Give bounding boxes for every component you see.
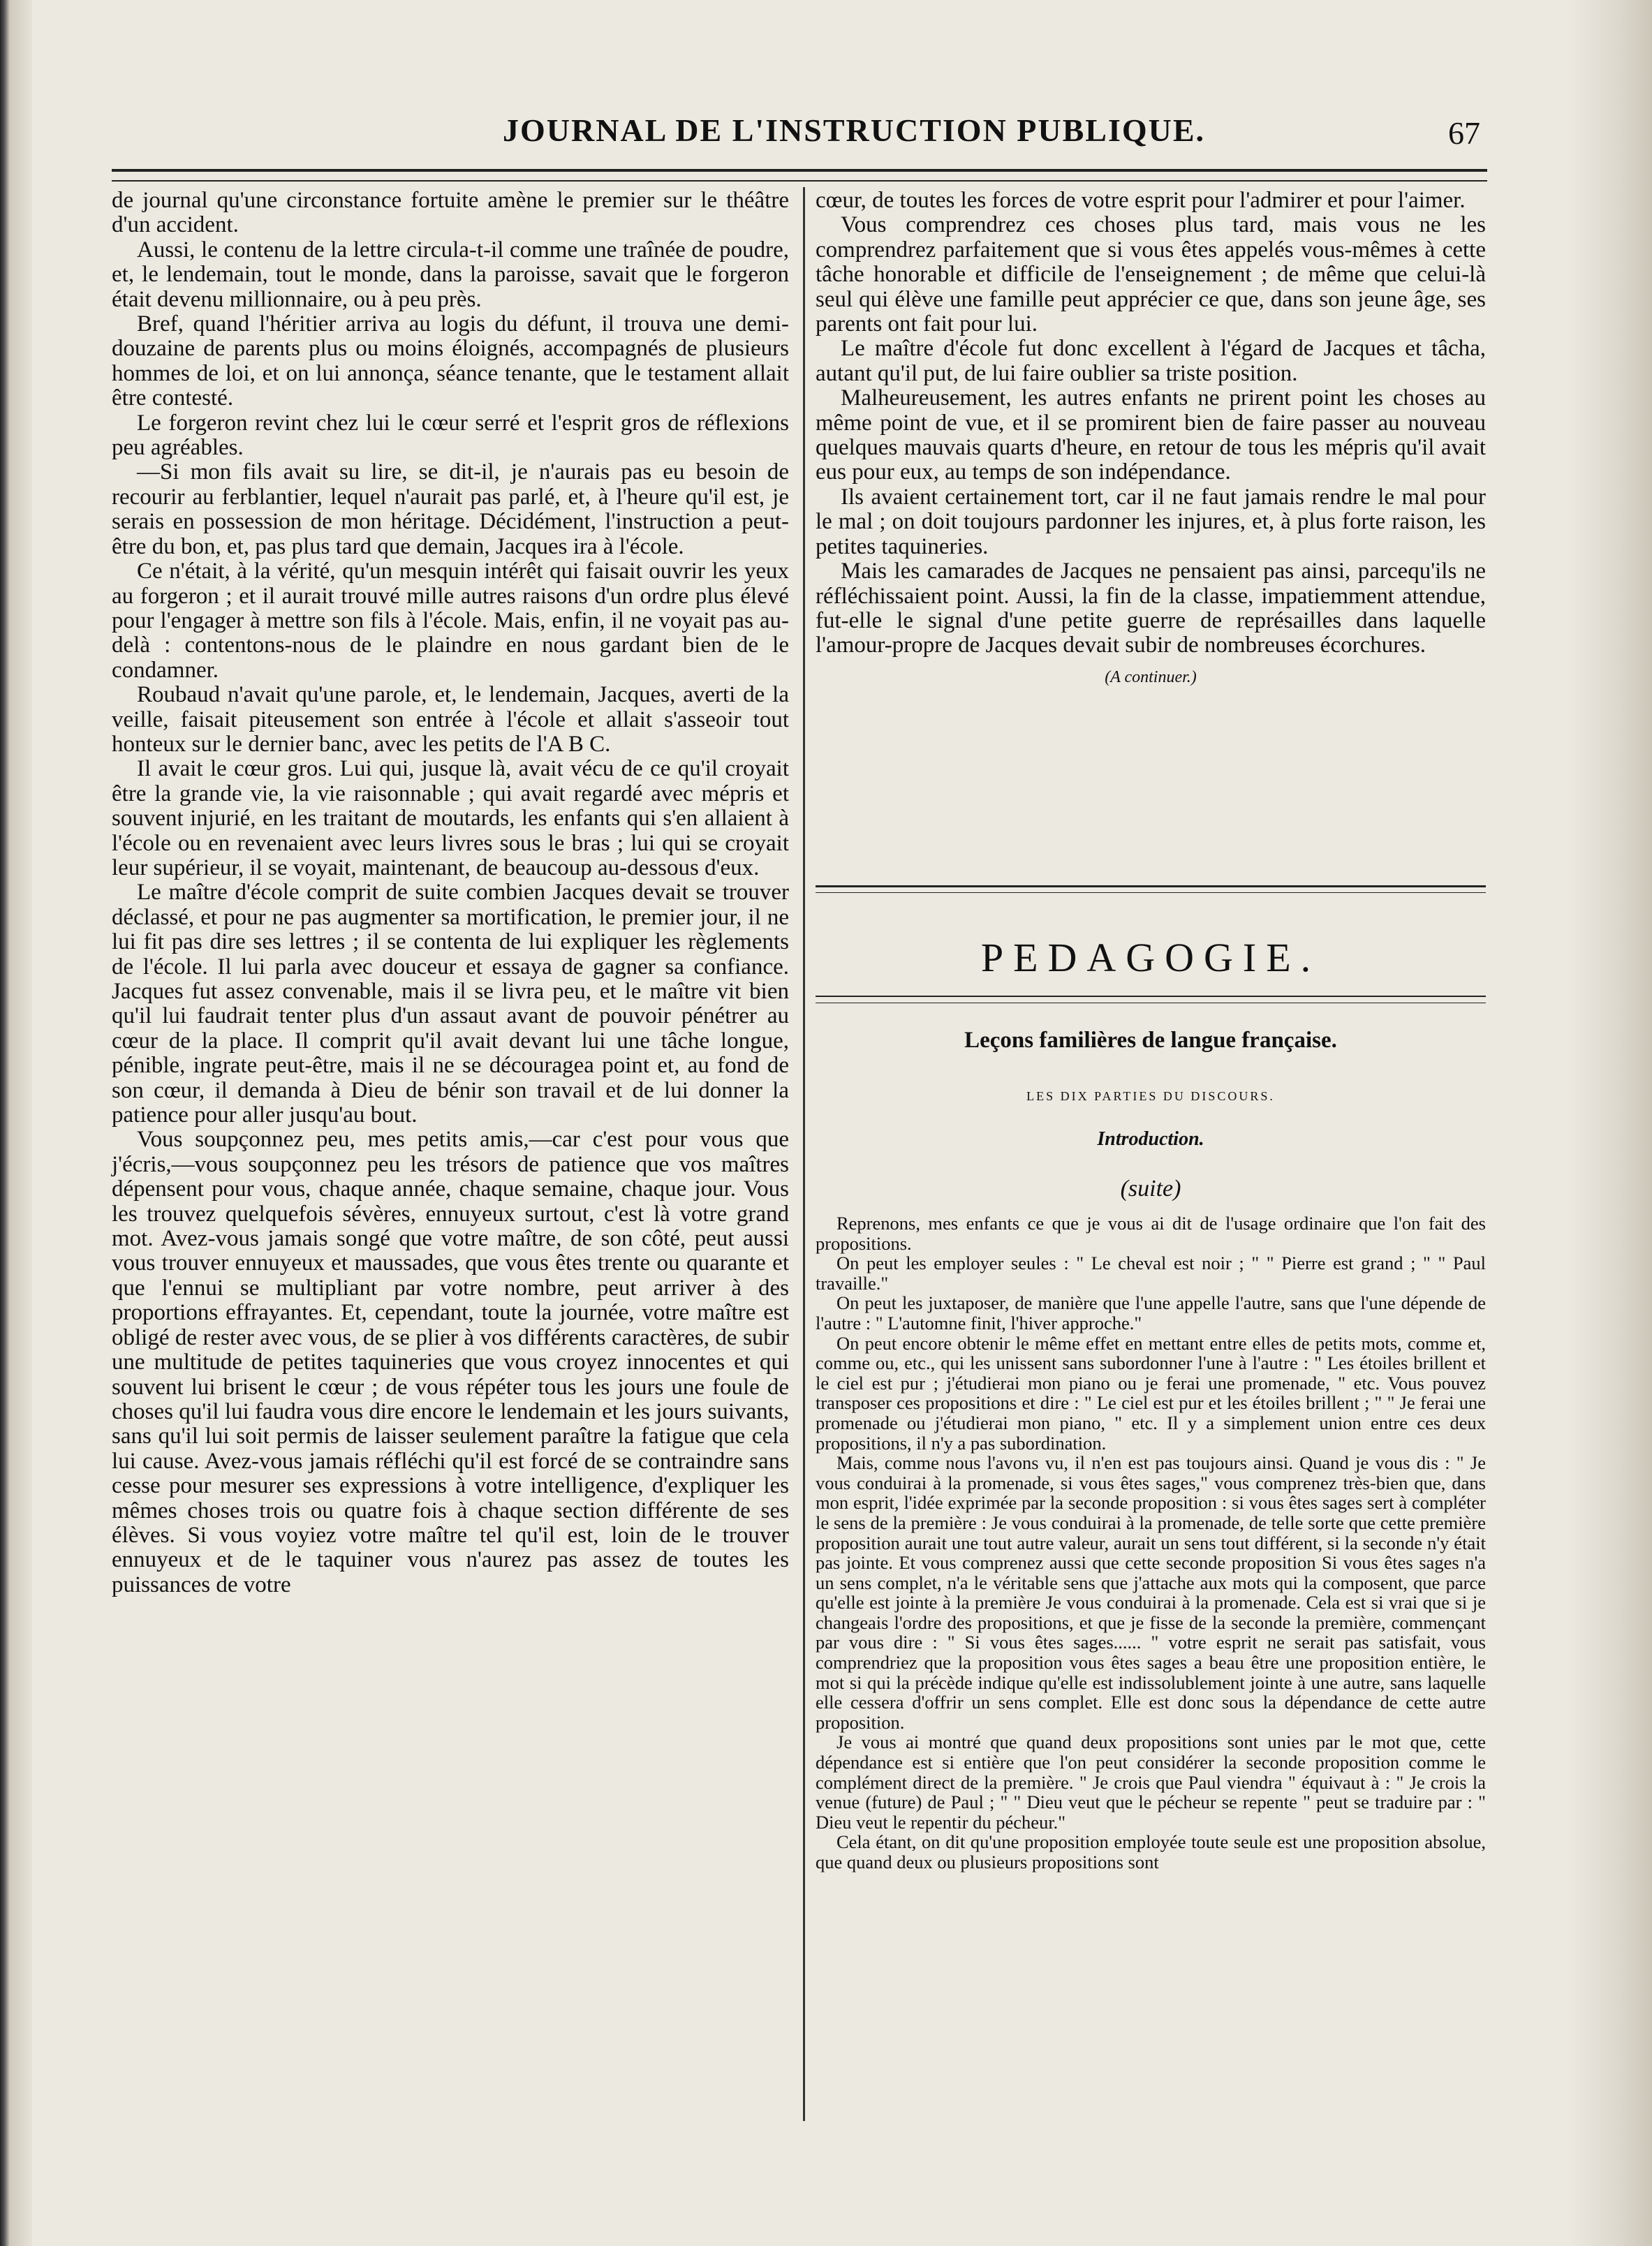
paragraph: Vous comprendrez ces choses plus tard, mais vous ne les comprendrez parfaitement que si vous êtes appelés vous-mêmes à cette tâche honorable et difficile de l'enseignement ; de même que celui-là seul qui élève une famille peut apprécier ce que, dans son jeune âge, ses parents ont fait pour lui. — [816, 212, 1486, 337]
paragraph: Il avait le cœur gros. Lui qui, jusque là, avait vécu de ce qu'il croyait être la grande vie, la vie raisonnable ; qui avait regardé avec mépris et souvent injurié, en les traitant de moutards, les enfants qui s'en allaient à l'école ou en revenaient avec leurs livres sous le bras ; lui qui se croyait leur supérieur, il se voyait, maintenant, de beaucoup au-dessous d'eux. — [112, 756, 789, 880]
paragraph: Mais, comme nous l'avons vu, il n'en est pas toujours ainsi. Quand je vous dis : " Je vous conduirai à la promenade, si vous êtes sages," vous comprenez très-bien que, dans mon esprit, l'idée exprimée par la seconde proposition : si vous êtes sages sert à compléter le sens de la première : Je vous conduirai à la promenade, de telle sorte que cette première proposition aurait une tout autre valeur, aurait un sens tout différent, si la seconde n'y était pas jointe. Et vous comprenez aussi que cette seconde proposition Si vous êtes sages n'a un sens complet, n'a le véritable sens que j'attache aux mots qui la composent, que parce qu'elle est jointe à la première Je vous conduirai à la promenade. Cela est si vrai que si je changeais l'ordre des propositions, et que je fisse de la seconde la première, commençant par vous dire : " Si vous êtes sages...... " votre esprit ne serait pas satisfait, vous comprendriez que la proposition vous êtes sages a beau être une proposition entière, le mot si qui la précède indique qu'elle est indissolublement jointe à une autre, sans laquelle elle cessera d'offrir un sens complet. Elle est donc sous la dépendance de cette autre proposition. — [816, 1452, 1486, 1733]
paragraph: Ils avaient certainement tort, car il ne faut jamais rendre le mal pour le mal ; on doit toujours pardonner les injures, et, à plus forte raison, les petites taquineries. — [816, 484, 1486, 559]
paragraph: Vous soupçonnez peu, mes petits amis,—car c'est pour vous que j'écris,—vous soupçonnez peu les trésors de patience que vos maîtres dépensent pour vous, chaque année, chaque semaine, chaque jour. Vous les trouvez quelquefois sévères, ennuyeux surtout, c'est là votre grand mot. Avez-vous jamais songé que votre maître, de son côté, peut aussi vous trouver ennuyeux et maussades, que vous êtes trente ou quarante et que l'ennui se multipliant par votre nombre, peut arriver à des proportions effrayantes. Et, cependant, toute la journée, votre maître est obligé de rester avec vous, de se plier à vos différents caractères, de subir une multitude de petites taquineries que vous croyez innocentes et qui souvent lui brisent le cœur ; de vous répéter tous les jours une foule de choses qu'il lui faudra vous dire encore le lendemain et les jours suivants, sans qu'il lui soit permis de laisser seulement paraître la fatigue que cela lui cause. Avez-vous jamais réfléchi qu'il est forcé de se contraindre sans cesse pour mesurer ses expressions à votre intelligence, d'expliquer les mêmes choses trois ou quatre fois à chaque section différente de ses élèves. Si vous voyiez votre maître tel qu'il est, loin de le trouver ennuyeux et de le taquiner vous n'aurez pas assez de toutes les puissances de votre — [112, 1127, 789, 1597]
paragraph: Malheureusement, les autres enfants ne prirent point les choses au même point de vue, et il se promirent bien de faire passer au nouveau quelques mauvais quarts d'heure, en retour de tous les mépris qu'il avait eus pour eux, au temps de son indépendance. — [816, 385, 1486, 485]
paragraph: Aussi, le contenu de la lettre circula-t-il comme une traînée de poudre, et, le lendemain, tout le monde, dans la paroisse, savait que le forgeron était devenu millionnaire, ou à peu près. — [112, 237, 789, 312]
paragraph: Le maître d'école fut donc excellent à l'égard de Jacques et tâcha, autant qu'il put, de lui faire oublier sa triste position. — [816, 336, 1486, 386]
scan-binding-edge — [0, 0, 32, 2246]
paragraph: cœur, de toutes les forces de votre esprit pour l'admirer et pour l'aimer. — [816, 188, 1466, 213]
paragraph: Reprenons, mes enfants ce que je vous ai dit de l'usage ordinaire que l'on fait des propositions. — [816, 1213, 1486, 1254]
paragraph: Bref, quand l'héritier arriva au logis du défunt, il trouva une demi-douzaine de parents plus ou moins éloignés, accompagnés de plusieurs hommes de loi, et on lui annonça, séance tenante, que le testament allait être contesté. — [112, 311, 789, 411]
header-rule-thin — [112, 180, 1487, 182]
paragraph: Roubaud n'avait qu'une parole, et, le lendemain, Jacques, averti de la veille, faisait piteusement son entrée à l'école et allait s'asseoir tout honteux sur le dernier banc, avec les petits de l'A B C. — [112, 682, 789, 757]
right-column-lesson — [816, 1213, 1486, 1872]
section-rule-top — [816, 885, 1486, 887]
article-suite: (suite) — [1120, 1176, 1181, 1202]
paragraph: On peut les juxtaposer, de manière que l'une appelle l'autre, sans que l'une dépende de l'autre : " L'automne finit, l'hiver approche." — [816, 1292, 1486, 1333]
article-title: Leçons familières de langue française. — [964, 1028, 1337, 1053]
paragraph: On peut les employer seules : " Le cheval est noir ; " " Pierre est grand ; " " Paul travaille." — [816, 1253, 1486, 1294]
paragraph: de journal qu'une circonstance fortuite amène le premier sur le théâtre d'un accident. — [112, 188, 789, 238]
page-number: 67 — [1448, 115, 1480, 151]
column-divider — [803, 187, 805, 2121]
paragraph: Le maître d'école comprit de suite combien Jacques devait se trouver déclassé, et pour ne pas augmenter sa mortification, le premier jour, il ne lui fit pas dire ses lettres ; il se contenta de lui expliquer les règlements de l'école. Il lui parla avec douceur et essaya de gagner sa confiance. Jacques fut assez convenable, mais il se livra peu, et le maître vit bien qu'il lui faudrait tenter plus d'un assaut avant de pouvoir pénétrer au cœur de la place. Il comprit qu'il avait devant lui une tâche longue, pénible, ingrate peut-être, mais il ne se découragea point et, au fond de son cœur, il demanda à Dieu de bénir son travail et de lui donner la patience pour aller jusqu'au bout. — [112, 880, 789, 1128]
section-rule-bottom — [816, 996, 1486, 997]
left-column — [112, 189, 789, 1597]
section-title: PEDAGOGIE. — [980, 935, 1321, 980]
running-head: JOURNAL DE L'INSTRUCTION PUBLIQUE. — [503, 112, 1206, 148]
right-column-story — [816, 189, 1486, 690]
header-rule — [112, 169, 1487, 172]
paragraph: Le forgeron revint chez lui le cœur serré et l'esprit gros de réflexions peu agréables. — [112, 410, 789, 461]
section-rule-top-thin — [816, 892, 1486, 893]
paragraph: Ce n'était, à la vérité, qu'un mesquin intérêt qui faisait ouvrir les yeux au forgeron ; et il aurait trouvé mille autres raisons d'un ordre plus élevé pour l'engager à mettre son fils à l'école. Mais, enfin, il ne voyait pas au-delà : contentons-nous de le plaindre en nous gardant bien de le condamner. — [112, 559, 789, 683]
scan-right-margin — [1568, 0, 1652, 2246]
continue-note: (A continuer.) — [1105, 667, 1197, 686]
paragraph: Mais les camarades de Jacques ne pensaient pas ainsi, parcequ'ils ne réfléchissaient point. Aussi, la fin de la classe, impatiemment attendue, fut-elle le signal d'une petite guerre de représailles dans laquelle l'amour-propre de Jacques devait subir de nombreuses écorchures. — [816, 559, 1486, 658]
paragraph: Je vous ai montré que quand deux propositions sont unies par le mot que, cette dépendance est si entière que l'on peut considérer la seconde proposition comme le complément direct de la première. " Je crois que Paul viendra " équivaut à : " Je crois la venue (future) de Paul ; " " Dieu veut que le pécheur se repente " peut se traduire par : " Dieu veut le repentir du pécheur." — [816, 1731, 1486, 1833]
paragraph: On peut encore obtenir le même effet en mettant entre elles de petits mots, comme et, comme ou, etc., qui les unissent sans subordonner l'une à l'autre : " Les étoiles brillent et le ciel est pur ; j'étudierai mon piano ou je ferai une promenade, " etc. Vous pouvez transposer ces propositions et dire : " Le ciel est pur et les étoiles brillent ; " " Je ferai une promenade ou j'étudierai mon piano, " etc. Il y a simplement union entre ces deux propositions, il n'y a pas subordination. — [816, 1332, 1486, 1454]
paragraph: Cela étant, on dit qu'une proposition employée toute seule est une proposition absolue, que quand deux ou plusieurs propositions sont — [816, 1831, 1486, 1872]
article-intro-heading: Introduction. — [1097, 1128, 1204, 1150]
article-subtitle: LES DIX PARTIES DU DISCOURS. — [1026, 1089, 1275, 1103]
page-header — [98, 105, 1494, 161]
paragraph: —Si mon fils avait su lire, se dit-il, je n'aurais pas eu besoin de recourir au ferblantier, lequel n'aurait pas parlé, et, à l'heure qu'il est, je serais en possession de mon héritage. Décidément, l'instruction a peut-être du bon, et, pas plus tard que demain, Jacques ira à l'école. — [112, 459, 789, 559]
